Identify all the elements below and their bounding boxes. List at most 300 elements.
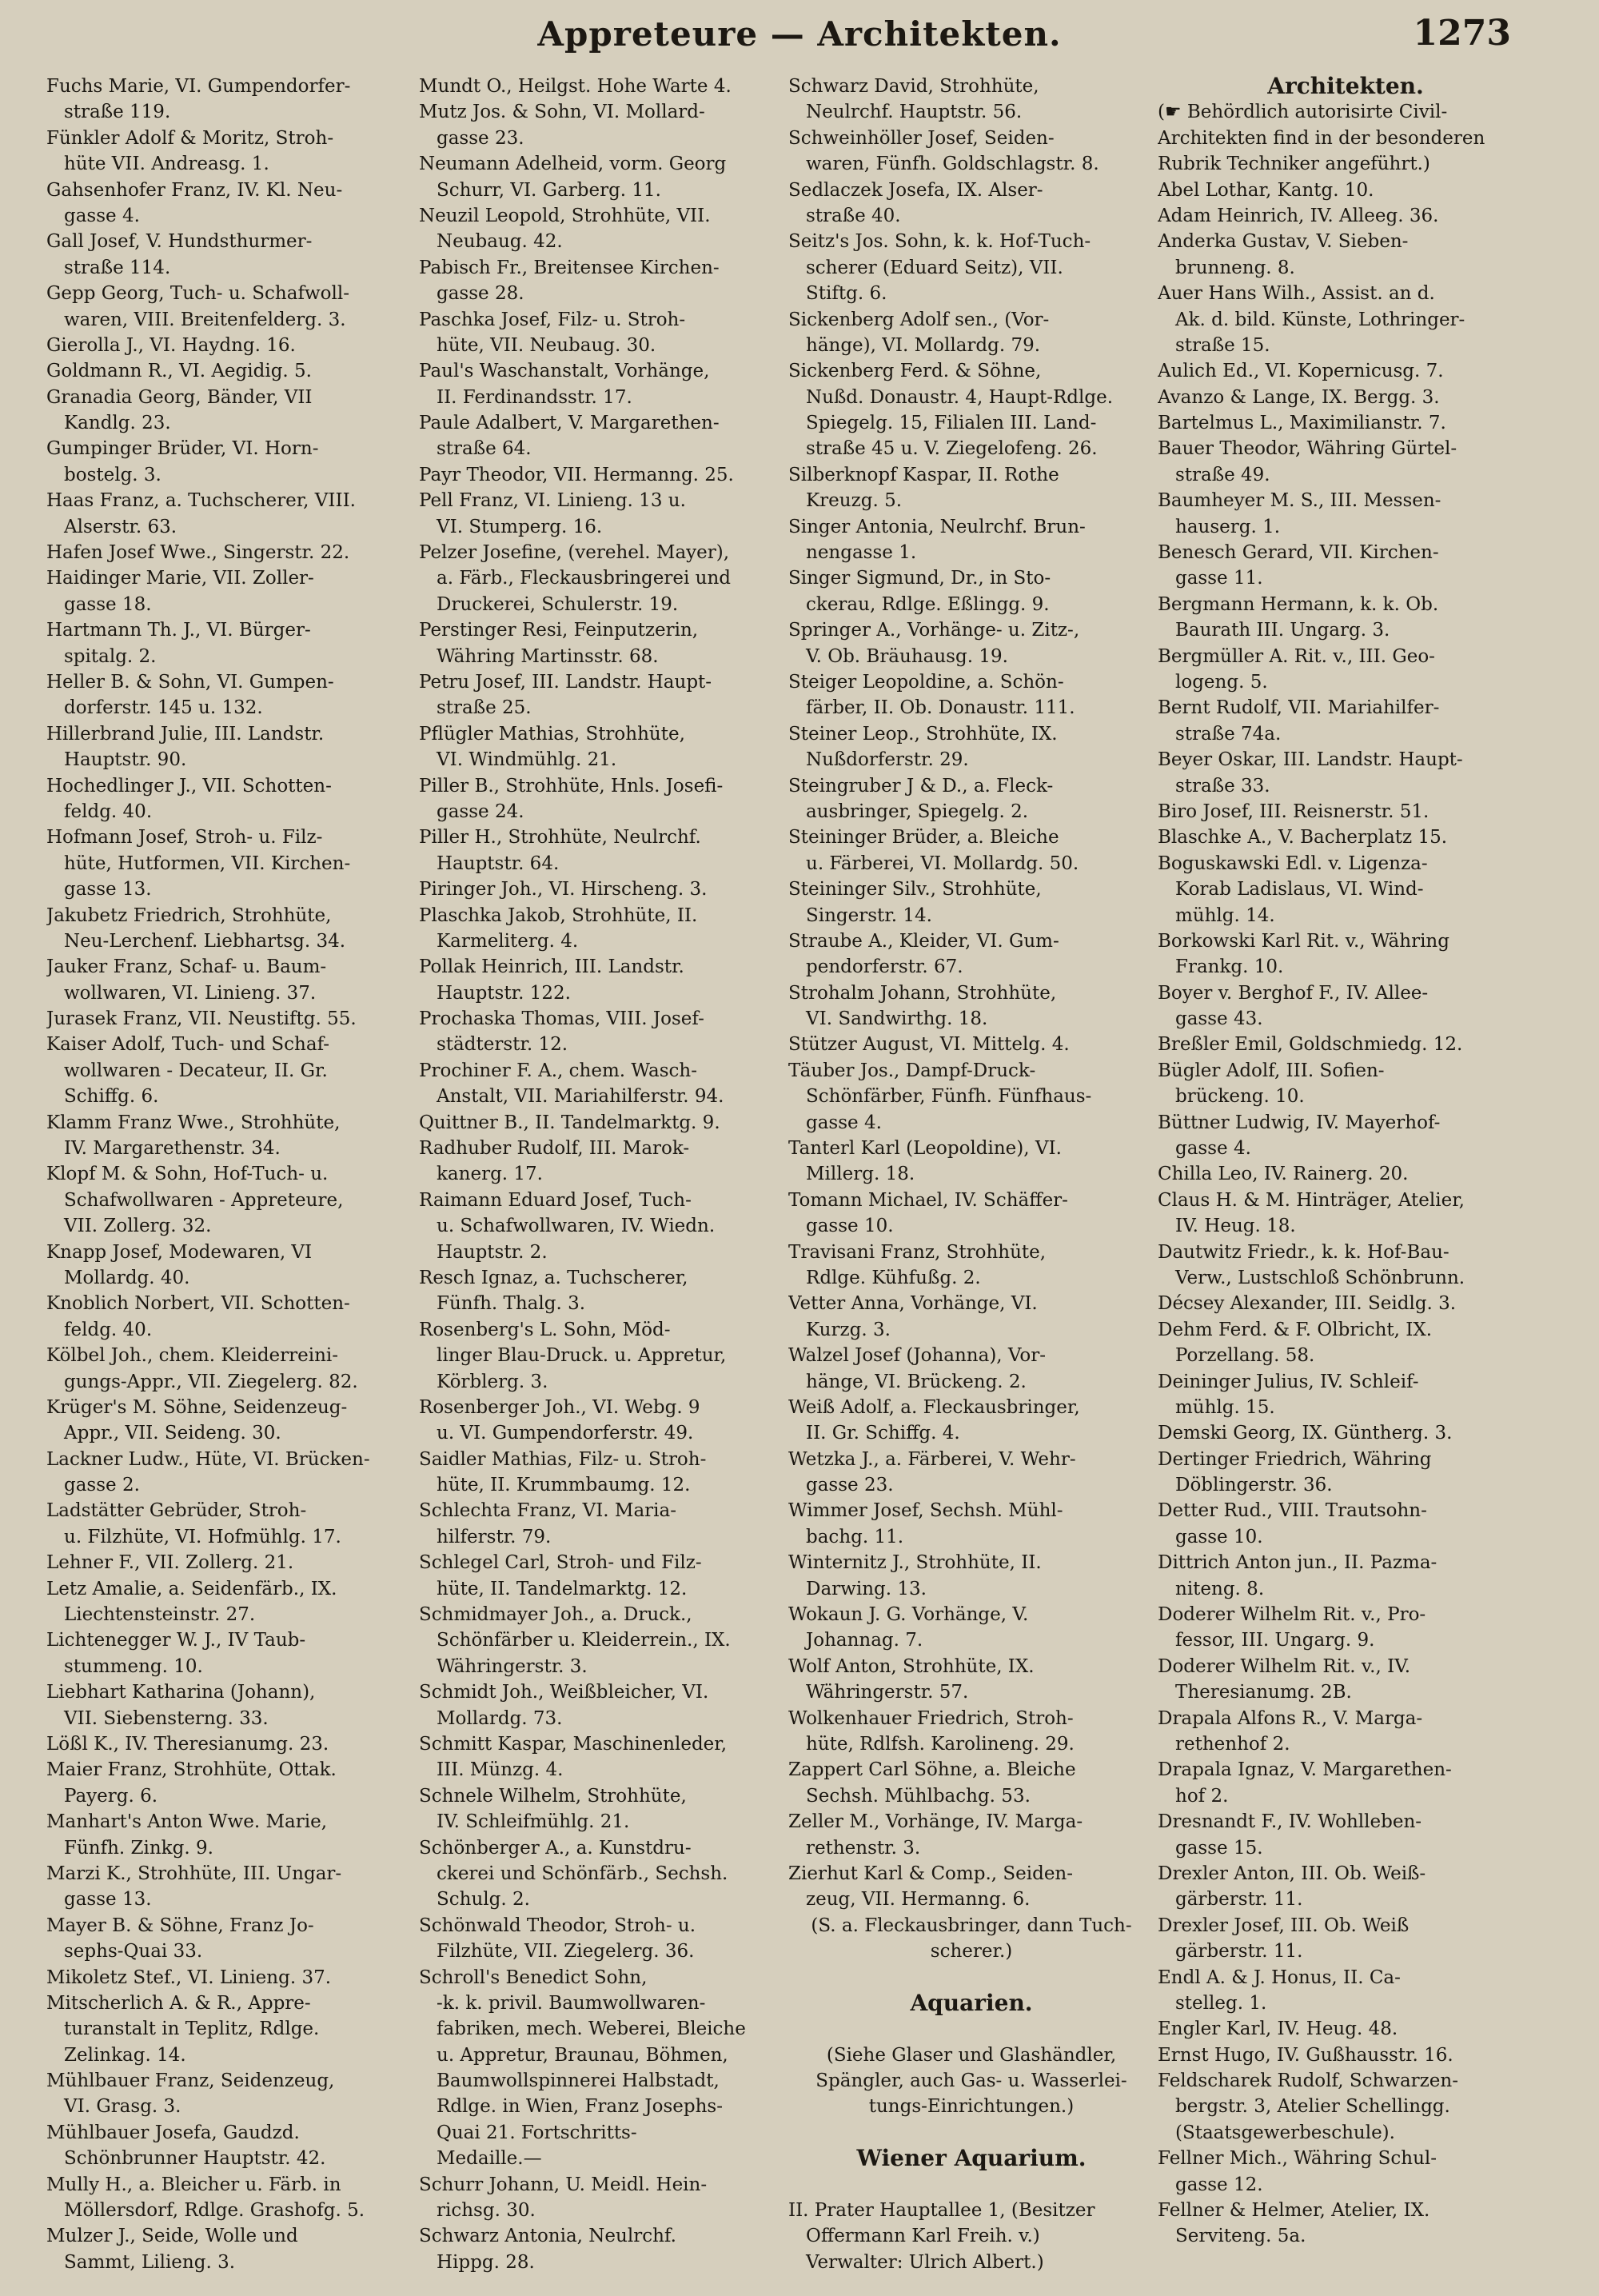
entry-line: hüte VII. Andreasg. 1. (64, 154, 269, 175)
entry-line: Engler Karl, IV. Heug. 48. (1158, 2018, 1398, 2040)
entry-line: bergstr. 3, Atelier Schellingg. (1175, 2096, 1450, 2118)
entry-line: Abel Lothar, Kantg. 10. (1158, 179, 1374, 201)
entry-line: (S. a. Fleckausbringer, dann Tuch- (811, 1915, 1132, 1936)
entry-line: Pollak Heinrich, III. Landstr. (419, 956, 684, 978)
column-2 (419, 74, 785, 2275)
entry-line: Demski Georg, IX. Güntherg. 3. (1158, 1423, 1453, 1444)
entry-line: (☛ Behördlich autorisirte Civil- (1158, 102, 1448, 123)
entry-line: IV. Heug. 18. (1175, 1216, 1296, 1237)
entry-line: Fellner & Helmer, Atelier, IX. (1158, 2200, 1430, 2222)
entry-line: Liebhart Katharina (Johann), (46, 1682, 316, 1703)
entry-line: Boyer v. Berghof F., IV. Allee- (1158, 982, 1429, 1004)
entry-line: hüte, II. Tandelmarktg. 12. (437, 1578, 688, 1599)
entry-line: Schwarz David, Strohhüte, (788, 76, 1039, 97)
entry-line: Körblerg. 3. (437, 1371, 548, 1392)
entry-line: Mundt O., Heilgst. Hohe Warte 4. (419, 76, 732, 97)
entry-line: Dautwitz Friedr., k. k. Hof-Bau- (1158, 1241, 1449, 1263)
entry-line: Payr Theodor, VII. Hermanng. 25. (419, 464, 734, 485)
entry-line: Mully H., a. Bleicher u. Färb. in (46, 2174, 341, 2195)
entry-line: Millerg. 18. (806, 1164, 915, 1185)
entry-line: Tomann Michael, IV. Schäffer- (788, 1189, 1068, 1211)
entry-line: Darwing. 13. (806, 1578, 927, 1599)
entry-line: Rosenberg's L. Sohn, Möd- (419, 1319, 671, 1340)
entry-line: Aulich Ed., VI. Kopernicusg. 7. (1158, 361, 1444, 382)
entry-line: straße 15. (1175, 334, 1270, 356)
entry-line: gasse 24. (437, 801, 524, 822)
entry-line: Jauker Franz, Schaf- u. Baum- (46, 956, 327, 978)
entry-line: II. Prater Hauptallee 1, (Besitzer (788, 2200, 1095, 2222)
entry-line: u. Appretur, Braunau, Böhmen, (437, 2044, 728, 2066)
entry-line: hilferstr. 79. (437, 1526, 552, 1547)
entry-line: Endl A. & J. Honus, II. Ca- (1158, 1967, 1401, 1988)
entry-line: Deininger Julius, IV. Schleif- (1158, 1371, 1419, 1392)
entry-line: Raimann Eduard Josef, Tuch- (419, 1189, 692, 1211)
entry-line: Offermann Karl Freih. v.) (806, 2226, 1040, 2247)
entry-line: Tanterl Karl (Leopoldine), VI. (788, 1138, 1062, 1160)
entry-line: Krüger's M. Söhne, Seidenzeug- (46, 1396, 348, 1418)
entry-line: Fünfh. Zinkg. 9. (64, 1837, 213, 1859)
entry-line: gasse 4. (1175, 1138, 1251, 1160)
entry-line: Steiner Leop., Strohhüte, IX. (788, 723, 1058, 745)
entry-line: Kaiser Adolf, Tuch- und Schaf- (46, 1034, 330, 1056)
entry-line: VI. Sandwirthg. 18. (806, 1008, 988, 1030)
entry-line: Baumheyer M. S., III. Messen- (1158, 490, 1441, 512)
entry-line: fessor, III. Ungarg. 9. (1175, 1630, 1375, 1651)
entry-line: Mühlbauer Franz, Seidenzeug, (46, 2070, 335, 2092)
entry-line: Plaschka Jakob, Strohhüte, II. (419, 904, 698, 926)
entry-line: Gepp Georg, Tuch- u. Schafwoll- (46, 283, 349, 305)
entry-line: Prochaska Thomas, VIII. Josef- (419, 1008, 704, 1030)
entry-line: brunneng. 8. (1175, 257, 1295, 278)
entry-line: Porzellang. 58. (1175, 1345, 1315, 1367)
entry-line: linger Blau-Druck. u. Appretur, (437, 1345, 727, 1367)
entry-line: Lackner Ludw., Hüte, VI. Brücken- (46, 1448, 370, 1470)
entry-line: Bartelmus L., Maximilianstr. 7. (1158, 413, 1446, 434)
entry-line: Lößl K., IV. Theresianumg. 23. (46, 1734, 329, 1755)
entry-line: Maier Franz, Strohhüte, Ottak. (46, 1759, 337, 1781)
entry-line: Rosenberger Joh., VI. Webg. 9 (419, 1396, 700, 1418)
entry-line: Pflügler Mathias, Strohhüte, (419, 723, 685, 745)
entry-line: Wimmer Josef, Sechsh. Mühl- (788, 1500, 1063, 1522)
entry-line: VI. Windmühlg. 21. (437, 749, 617, 771)
entry-line: hüte, VII. Neubaug. 30. (437, 334, 656, 356)
entry-line: hüte, Rdlfsh. Karolineng. 29. (806, 1734, 1075, 1755)
entry-line: Travisani Franz, Strohhüte, (788, 1241, 1047, 1263)
entry-line: Gahsenhofer Franz, IV. Kl. Neu- (46, 179, 343, 201)
entry-line: Walzel Josef (Johanna), Vor- (788, 1345, 1047, 1367)
entry-line: Radhuber Rudolf, III. Marok- (419, 1138, 690, 1160)
entry-line: Heller B. & Sohn, VI. Gumpen- (46, 671, 334, 693)
entry-line: Strohalm Johann, Strohhüte, (788, 982, 1057, 1004)
entry-line: Steiger Leopoldine, a. Schön- (788, 671, 1064, 693)
entry-line: stummeng. 10. (64, 1655, 203, 1677)
entry-line: Währing Martinsstr. 68. (437, 645, 659, 667)
entry-line: Pell Franz, VI. Linieng. 13 u. (419, 490, 686, 512)
entry-line: Bügler Adolf, III. Sofien- (1158, 1060, 1385, 1081)
entry-line: rethenhof 2. (1175, 1734, 1290, 1755)
entry-line: Saidler Mathias, Filz- u. Stroh- (419, 1448, 707, 1470)
entry-line: Zelinkag. 14. (64, 2044, 186, 2066)
entry-line: Knoblich Norbert, VII. Schotten- (46, 1293, 350, 1315)
entry-line: Nußd. Donaustr. 4, Haupt-Rdlge. (806, 386, 1114, 408)
entry-line: Hippg. 28. (437, 2251, 535, 2273)
page-number: 1273 (1413, 13, 1511, 54)
entry-line: gasse 13. (64, 1889, 152, 1911)
entry-line: Schmitt Kaspar, Maschinenleder, (419, 1734, 728, 1755)
entry-line: Auer Hans Wilh., Assist. an d. (1158, 283, 1435, 305)
entry-line: gasse 28. (437, 283, 524, 305)
entry-line: Seitz's Jos. Sohn, k. k. Hof-Tuch- (788, 231, 1091, 253)
entry-line: Korab Ladislaus, VI. Wind- (1175, 879, 1424, 900)
entry-line: Schönwald Theodor, Stroh- u. (419, 1915, 696, 1936)
entry-line: Döblingerstr. 36. (1175, 1475, 1333, 1496)
page-header (0, 11, 1599, 59)
section-heading: Wiener Aquarium. (856, 2146, 1087, 2172)
entry-line: spitalg. 2. (64, 645, 157, 667)
entry-line: tungs-Einrichtungen.) (868, 2096, 1075, 2118)
entry-line: Nußdorferstr. 29. (806, 749, 969, 771)
entry-line: Johannag. 7. (806, 1630, 923, 1651)
entry-line: Möllersdorf, Rdlge. Grashofg. 5. (64, 2200, 365, 2222)
entry-line: VI. Grasg. 3. (64, 2096, 181, 2118)
entry-line: Mollardg. 40. (64, 1267, 190, 1288)
entry-line: Neuzil Leopold, Strohhüte, VII. (419, 205, 711, 226)
entry-line: Frankg. 10. (1175, 956, 1284, 978)
entry-line: Singer Sigmund, Dr., in Sto- (788, 568, 1051, 589)
entry-line: Rubrik Techniker angeführt.) (1158, 154, 1430, 175)
entry-line: Avanzo & Lange, IX. Bergg. 3. (1158, 386, 1440, 408)
entry-line: Neu-Lerchenf. Liebhartsg. 34. (64, 930, 346, 952)
entry-line: gasse 43. (1175, 1008, 1263, 1030)
entry-line: Blaschke A., V. Bacherplatz 15. (1158, 827, 1448, 849)
entry-line: Wolf Anton, Strohhüte, IX. (788, 1655, 1035, 1677)
column-4 (1158, 74, 1533, 2250)
entry-line: Verw., Lustschloß Schönbrunn. (1175, 1267, 1465, 1288)
entry-line: Hafen Josef Wwe., Singerstr. 22. (46, 542, 350, 564)
entry-line: ckerau, Rdlge. Eßlingg. 9. (806, 593, 1050, 615)
entry-line: Druckerei, Schulerstr. 19. (437, 593, 679, 615)
entry-line: Prochiner F. A., chem. Wasch- (419, 1060, 697, 1081)
entry-line: Doderer Wilhelm Rit. v., Pro- (1158, 1604, 1426, 1626)
entry-line: Haidinger Marie, VII. Zoller- (46, 568, 314, 589)
entry-line: a. Färb., Fleckausbringerei und (437, 568, 732, 589)
entry-line: Stiftg. 6. (806, 283, 887, 305)
entry-line: Schurr, VI. Garberg. 11. (437, 179, 661, 201)
entry-line: Kölbel Joh., chem. Kleiderreini- (46, 1345, 339, 1367)
entry-line: Klamm Franz Wwe., Strohhüte, (46, 1112, 341, 1133)
entry-line: Neubaug. 42. (437, 231, 563, 253)
entry-line: gasse 11. (1175, 568, 1263, 589)
entry-line: Payerg. 6. (64, 1785, 158, 1807)
entry-line: Schönfärber, Fünfh. Fünfhaus- (806, 1086, 1092, 1108)
entry-line: hauserg. 1. (1175, 516, 1281, 537)
entry-line: straße 33. (1175, 775, 1270, 797)
entry-line: straße 64. (437, 438, 532, 460)
entry-line: Dresnandt F., IV. Wohlleben- (1158, 1811, 1422, 1833)
entry-line: Jurasek Franz, VII. Neustiftg. 55. (46, 1008, 357, 1030)
entry-line: Hochedlinger J., VII. Schotten- (46, 775, 332, 797)
entry-line: Mayer B. & Söhne, Franz Jo- (46, 1915, 314, 1936)
entry-line: bachg. 11. (806, 1526, 904, 1547)
entry-line: Kurzg. 3. (806, 1319, 891, 1340)
entry-line: Knapp Josef, Modewaren, VI (46, 1241, 313, 1263)
entry-line: II. Ferdinandsstr. 17. (437, 386, 632, 408)
entry-line: VII. Zollerg. 32. (64, 1216, 212, 1237)
entry-line: Fünkler Adolf & Moritz, Stroh- (46, 127, 334, 149)
entry-line: Pabisch Fr., Breitensee Kirchen- (419, 257, 720, 278)
entry-line: Resch Ignaz, a. Tuchscherer, (419, 1267, 688, 1288)
entry-line: Mühlbauer Josefa, Gaudzd. (46, 2122, 300, 2143)
entry-line: Theresianumg. 2B. (1175, 1682, 1352, 1703)
entry-line: Hartmann Th. J., VI. Bürger- (46, 620, 311, 641)
entry-line: Währingerstr. 3. (437, 1655, 588, 1677)
entry-line: Fünfh. Thalg. 3. (437, 1293, 586, 1315)
entry-line: straße 40. (806, 205, 901, 226)
entry-line: Chilla Leo, IV. Rainerg. 20. (1158, 1164, 1409, 1185)
entry-line: Fuchs Marie, VI. Gumpendorfer- (46, 76, 351, 97)
entry-line: Gierolla J., VI. Haydng. 16. (46, 334, 296, 356)
entry-line: u. Filzhüte, VI. Hofmühlg. 17. (64, 1526, 341, 1547)
entry-line: wollwaren, VI. Linieng. 37. (64, 982, 317, 1004)
section-heading: Architekten. (1267, 74, 1424, 99)
entry-line: Hauptstr. 2. (437, 1241, 548, 1263)
entry-line: gasse 4. (64, 205, 140, 226)
entry-line: Breßler Emil, Goldschmiedg. 12. (1158, 1034, 1463, 1056)
entry-line: straße 25. (437, 697, 532, 719)
spacer (788, 2120, 1154, 2146)
entry-line: Straube A., Kleider, VI. Gum- (788, 930, 1059, 952)
entry-line: hänge), VI. Mollardg. 79. (806, 334, 1041, 356)
entry-line: Schlegel Carl, Stroh- und Filz- (419, 1552, 702, 1574)
entry-line: Schmidmayer Joh., a. Druck., (419, 1604, 692, 1626)
entry-line: Claus H. & M. Hinträger, Atelier, (1158, 1189, 1465, 1211)
entry-line: Paul's Waschanstalt, Vorhänge, (419, 361, 710, 382)
entry-line: zeug, VII. Hermanng. 6. (806, 1889, 1031, 1911)
entry-line: Steininger Silv., Strohhüte, (788, 879, 1042, 900)
entry-line: hänge, VI. Brückeng. 2. (806, 1371, 1027, 1392)
entry-line: Karmeliterg. 4. (437, 930, 579, 952)
entry-line: Kreuzg. 5. (806, 490, 903, 512)
entry-line: nengasse 1. (806, 542, 917, 564)
entry-line: Sammt, Lilieng. 3. (64, 2251, 236, 2273)
entry-line: Jakubetz Friedrich, Strohhüte, (46, 904, 332, 926)
entry-line: Décsey Alexander, III. Seidlg. 3. (1158, 1293, 1457, 1315)
entry-line: Hauptstr. 122. (437, 982, 571, 1004)
entry-line: IV. Margarethenstr. 34. (64, 1138, 281, 1160)
entry-line: Borkowski Karl Rit. v., Währing (1158, 930, 1449, 952)
entry-line: Gall Josef, V. Hundsthurmer- (46, 231, 313, 253)
entry-line: Quai 21. Fortschritts- (437, 2122, 637, 2143)
entry-line: Feldscharek Rudolf, Schwarzen- (1158, 2070, 1458, 2092)
entry-line: Rdlge. Kühfußg. 2. (806, 1267, 981, 1288)
entry-line: Vetter Anna, Vorhänge, VI. (788, 1293, 1038, 1315)
entry-line: Sickenberg Adolf sen., (Vor- (788, 309, 1050, 330)
entry-line: Springer A., Vorhänge- u. Zitz-, (788, 620, 1080, 641)
entry-line: Doderer Wilhelm Rit. v., IV. (1158, 1655, 1411, 1677)
entry-line: brückeng. 10. (1175, 1086, 1305, 1108)
entry-line: Liechtensteinstr. 27. (64, 1604, 256, 1626)
entry-line: Schurr Johann, U. Meidl. Hein- (419, 2174, 708, 2195)
entry-line: Spiegelg. 15, Filialen III. Land- (806, 413, 1097, 434)
entry-line: Steingruber J & D., a. Fleck- (788, 775, 1054, 797)
entry-line: Singer Antonia, Neulrchf. Brun- (788, 516, 1086, 537)
entry-line: Quittner B., II. Tandelmarktg. 9. (419, 1112, 720, 1133)
entry-line: gungs-Appr., VII. Ziegelerg. 82. (64, 1371, 358, 1392)
entry-line: färber, II. Ob. Donaustr. 111. (806, 697, 1075, 719)
entry-line: Mollardg. 73. (437, 1707, 563, 1729)
entry-line: waren, Fünfh. Goldschlagstr. 8. (806, 154, 1099, 175)
entry-line: Kandlg. 23. (64, 413, 171, 434)
entry-line: Anderka Gustav, V. Sieben- (1158, 231, 1409, 253)
entry-line: Baumwollspinnerei Halbstadt, (437, 2070, 720, 2092)
entry-line: Lehner F., VII. Zollerg. 21. (46, 1552, 294, 1574)
entry-line: III. Münzg. 4. (437, 1759, 564, 1781)
entry-line: wollwaren - Decateur, II. Gr. (64, 1060, 328, 1081)
entry-line: Schafwollwaren - Appreteure, (64, 1189, 344, 1211)
entry-line: feldg. 40. (64, 801, 153, 822)
entry-line: Gumpinger Brüder, VI. Horn- (46, 438, 319, 460)
entry-line: straße 74a. (1175, 723, 1282, 745)
entry-line: Silberknopf Kaspar, II. Rothe (788, 464, 1059, 485)
entry-line: Dertinger Friedrich, Währing (1158, 1448, 1432, 1470)
entry-line: Wokaun J. G. Vorhänge, V. (788, 1604, 1029, 1626)
entry-line: gasse 15. (1175, 1837, 1263, 1859)
entry-line: Hauptstr. 64. (437, 853, 560, 874)
entry-line: Dehm Ferd. & F. Olbricht, IX. (1158, 1319, 1433, 1340)
entry-line: Steininger Brüder, a. Bleiche (788, 827, 1059, 849)
entry-line: Mikoletz Stef., VI. Linieng. 37. (46, 1967, 332, 1988)
entry-line: Paschka Josef, Filz- u. Stroh- (419, 309, 686, 330)
entry-line: Benesch Gerard, VII. Kirchen- (1158, 542, 1439, 564)
entry-line: fabriken, mech. Weberei, Bleiche (437, 2018, 746, 2040)
entry-line: Schlechta Franz, VI. Maria- (419, 1500, 677, 1522)
entry-line: Wolkenhauer Friedrich, Stroh- (788, 1707, 1074, 1729)
entry-line: Schnele Wilhelm, Strohhüte, (419, 1785, 687, 1807)
entry-line: Sedlaczek Josefa, IX. Alser- (788, 179, 1043, 201)
entry-line: hüte, II. Krummbaumg. 12. (437, 1475, 691, 1496)
entry-line: logeng. 5. (1175, 671, 1268, 693)
entry-line: rethenstr. 3. (806, 1837, 921, 1859)
entry-line: Adam Heinrich, IV. Alleeg. 36. (1158, 205, 1439, 226)
entry-line: Letz Amalie, a. Seidenfärb., IX. (46, 1578, 337, 1599)
entry-line: Dittrich Anton jun., II. Pazma- (1158, 1552, 1438, 1574)
entry-line: Rdlge. in Wien, Franz Josephs- (437, 2096, 723, 2118)
entry-line: Piringer Joh., VI. Hirscheng. 3. (419, 879, 708, 900)
entry-line: gasse 23. (806, 1475, 894, 1496)
entry-line: gasse 23. (437, 127, 524, 149)
entry-line: Drexler Josef, III. Ob. Weiß (1158, 1915, 1410, 1936)
entry-line: Schweinhöller Josef, Seiden- (788, 127, 1055, 149)
entry-line: u. Schafwollwaren, IV. Wiedn. (437, 1216, 716, 1237)
entry-line: Bergmann Hermann, k. k. Ob. (1158, 593, 1439, 615)
entry-line: Schulg. 2. (437, 1889, 530, 1911)
entry-line: Appr., VII. Seideng. 30. (64, 1423, 281, 1444)
entry-line: Serviteng. 5a. (1175, 2226, 1306, 2247)
entry-line: waren, VIII. Breitenfelderg. 3. (64, 309, 346, 330)
entry-line: scherer (Eduard Seitz), VII. (806, 257, 1063, 278)
entry-line: scherer.) (930, 1941, 1013, 1963)
entry-line: gasse 4. (806, 1112, 882, 1133)
entry-line: Medaille.— (437, 2148, 542, 2170)
entry-line: Schönberger A., a. Kunstdru- (419, 1837, 692, 1859)
spacer (788, 2016, 1154, 2042)
entry-line: ausbringer, Spiegelg. 2. (806, 801, 1029, 822)
entry-line: städterstr. 12. (437, 1034, 568, 1056)
entry-line: richsg. 30. (437, 2200, 536, 2222)
entry-line: Zeller M., Vorhänge, IV. Marga- (788, 1811, 1083, 1833)
entry-line: Zierhut Karl & Comp., Seiden- (788, 1863, 1074, 1884)
entry-line: turanstalt in Teplitz, Rdlge. (64, 2018, 320, 2040)
entry-line: Haas Franz, a. Tuchscherer, VIII. (46, 490, 356, 512)
entry-line: Boguskawski Edl. v. Ligenza- (1158, 853, 1428, 874)
column-3 (788, 74, 1154, 2275)
entry-line: kanerg. 17. (437, 1164, 543, 1185)
entry-line: Sickenberg Ferd. & Söhne, (788, 361, 1042, 382)
entry-line: Fellner Mich., Währing Schul- (1158, 2148, 1438, 2170)
entry-line: Ak. d. bild. Künste, Lothringer- (1175, 309, 1465, 330)
entry-line: Alserstr. 63. (64, 516, 177, 537)
entry-line: Mitscherlich A. & R., Appre- (46, 1992, 311, 2014)
entry-line: Bergmüller A. Rit. v., III. Geo- (1158, 645, 1435, 667)
entry-line: VI. Stumperg. 16. (437, 516, 603, 537)
entry-line: straße 114. (64, 257, 171, 278)
entry-line: gärberstr. 11. (1175, 1941, 1303, 1963)
entry-line: hüte, Hutformen, VII. Kirchen- (64, 853, 351, 874)
entry-line: gasse 18. (64, 593, 152, 615)
entry-line: Ernst Hugo, IV. Gußhausstr. 16. (1158, 2044, 1453, 2066)
entry-line: straße 49. (1175, 464, 1270, 485)
entry-line: Stützer August, VI. Mittelg. 4. (788, 1034, 1070, 1056)
entry-line: Beyer Oskar, III. Landstr. Haupt- (1158, 749, 1463, 771)
entry-line: Wetzka J., a. Färberei, V. Wehr- (788, 1448, 1076, 1470)
entry-line: Täuber Jos., Dampf-Druck- (788, 1060, 1036, 1081)
entry-line: Anstalt, VII. Mariahilferstr. 94. (437, 1086, 724, 1108)
entry-line: -k. k. privil. Baumwollwaren- (437, 1992, 706, 2014)
entry-line: Pelzer Josefine, (verehel. Mayer), (419, 542, 730, 564)
entry-line: Spängler, auch Gas- u. Wasserlei- (815, 2070, 1127, 2092)
spacer (788, 2172, 1154, 2198)
entry-line: stelleg. 1. (1175, 1992, 1267, 2014)
entry-line: Piller H., Strohhüte, Neulrchf. (419, 827, 701, 849)
entry-line: Klopf M. & Sohn, Hof-Tuch- u. (46, 1164, 329, 1185)
entry-line: Granadia Georg, Bänder, VII (46, 386, 313, 408)
entry-line: Hillerbrand Julie, III. Landstr. (46, 723, 325, 745)
entry-line: Piller B., Strohhüte, Hnls. Josefi- (419, 775, 724, 797)
entry-line: straße 45 u. V. Ziegelofeng. 26. (806, 438, 1098, 460)
entry-line: straße 119. (64, 102, 171, 123)
entry-line: Schwarz Antonia, Neulrchf. (419, 2226, 676, 2247)
entry-line: Schroll's Benedict Sohn, (419, 1967, 648, 1988)
entry-line: Währingerstr. 57. (806, 1682, 969, 1703)
entry-line: Filzhüte, VII. Ziegelerg. 36. (437, 1941, 695, 1963)
entry-line: Zappert Carl Söhne, a. Bleiche (788, 1759, 1076, 1781)
entry-line: Biro Josef, III. Reisnerstr. 51. (1158, 801, 1430, 822)
entry-line: pendorferstr. 67. (806, 956, 963, 978)
entry-line: Petru Josef, III. Landstr. Haupt- (419, 671, 712, 693)
entry-line: gasse 10. (806, 1216, 894, 1237)
entry-line: Bernt Rudolf, VII. Mariahilfer- (1158, 697, 1440, 719)
entry-line: Bauer Theodor, Währing Gürtel- (1158, 438, 1457, 460)
entry-line: (Siehe Glaser und Glashändler, (826, 2044, 1117, 2066)
entry-line: gasse 2. (64, 1475, 140, 1496)
entry-line: Schmidt Joh., Weißbleicher, VI. (419, 1682, 709, 1703)
entry-line: Drapala Alfons R., V. Marga- (1158, 1707, 1423, 1729)
entry-line: Büttner Ludwig, IV. Mayerhof- (1158, 1112, 1441, 1133)
entry-line: V. Ob. Bräuhausg. 19. (806, 645, 1008, 667)
entry-line: Marzi K., Strohhüte, III. Ungar- (46, 1863, 342, 1884)
entry-line: Mulzer J., Seide, Wolle und (46, 2226, 298, 2247)
entry-line: Winternitz J., Strohhüte, II. (788, 1552, 1042, 1574)
